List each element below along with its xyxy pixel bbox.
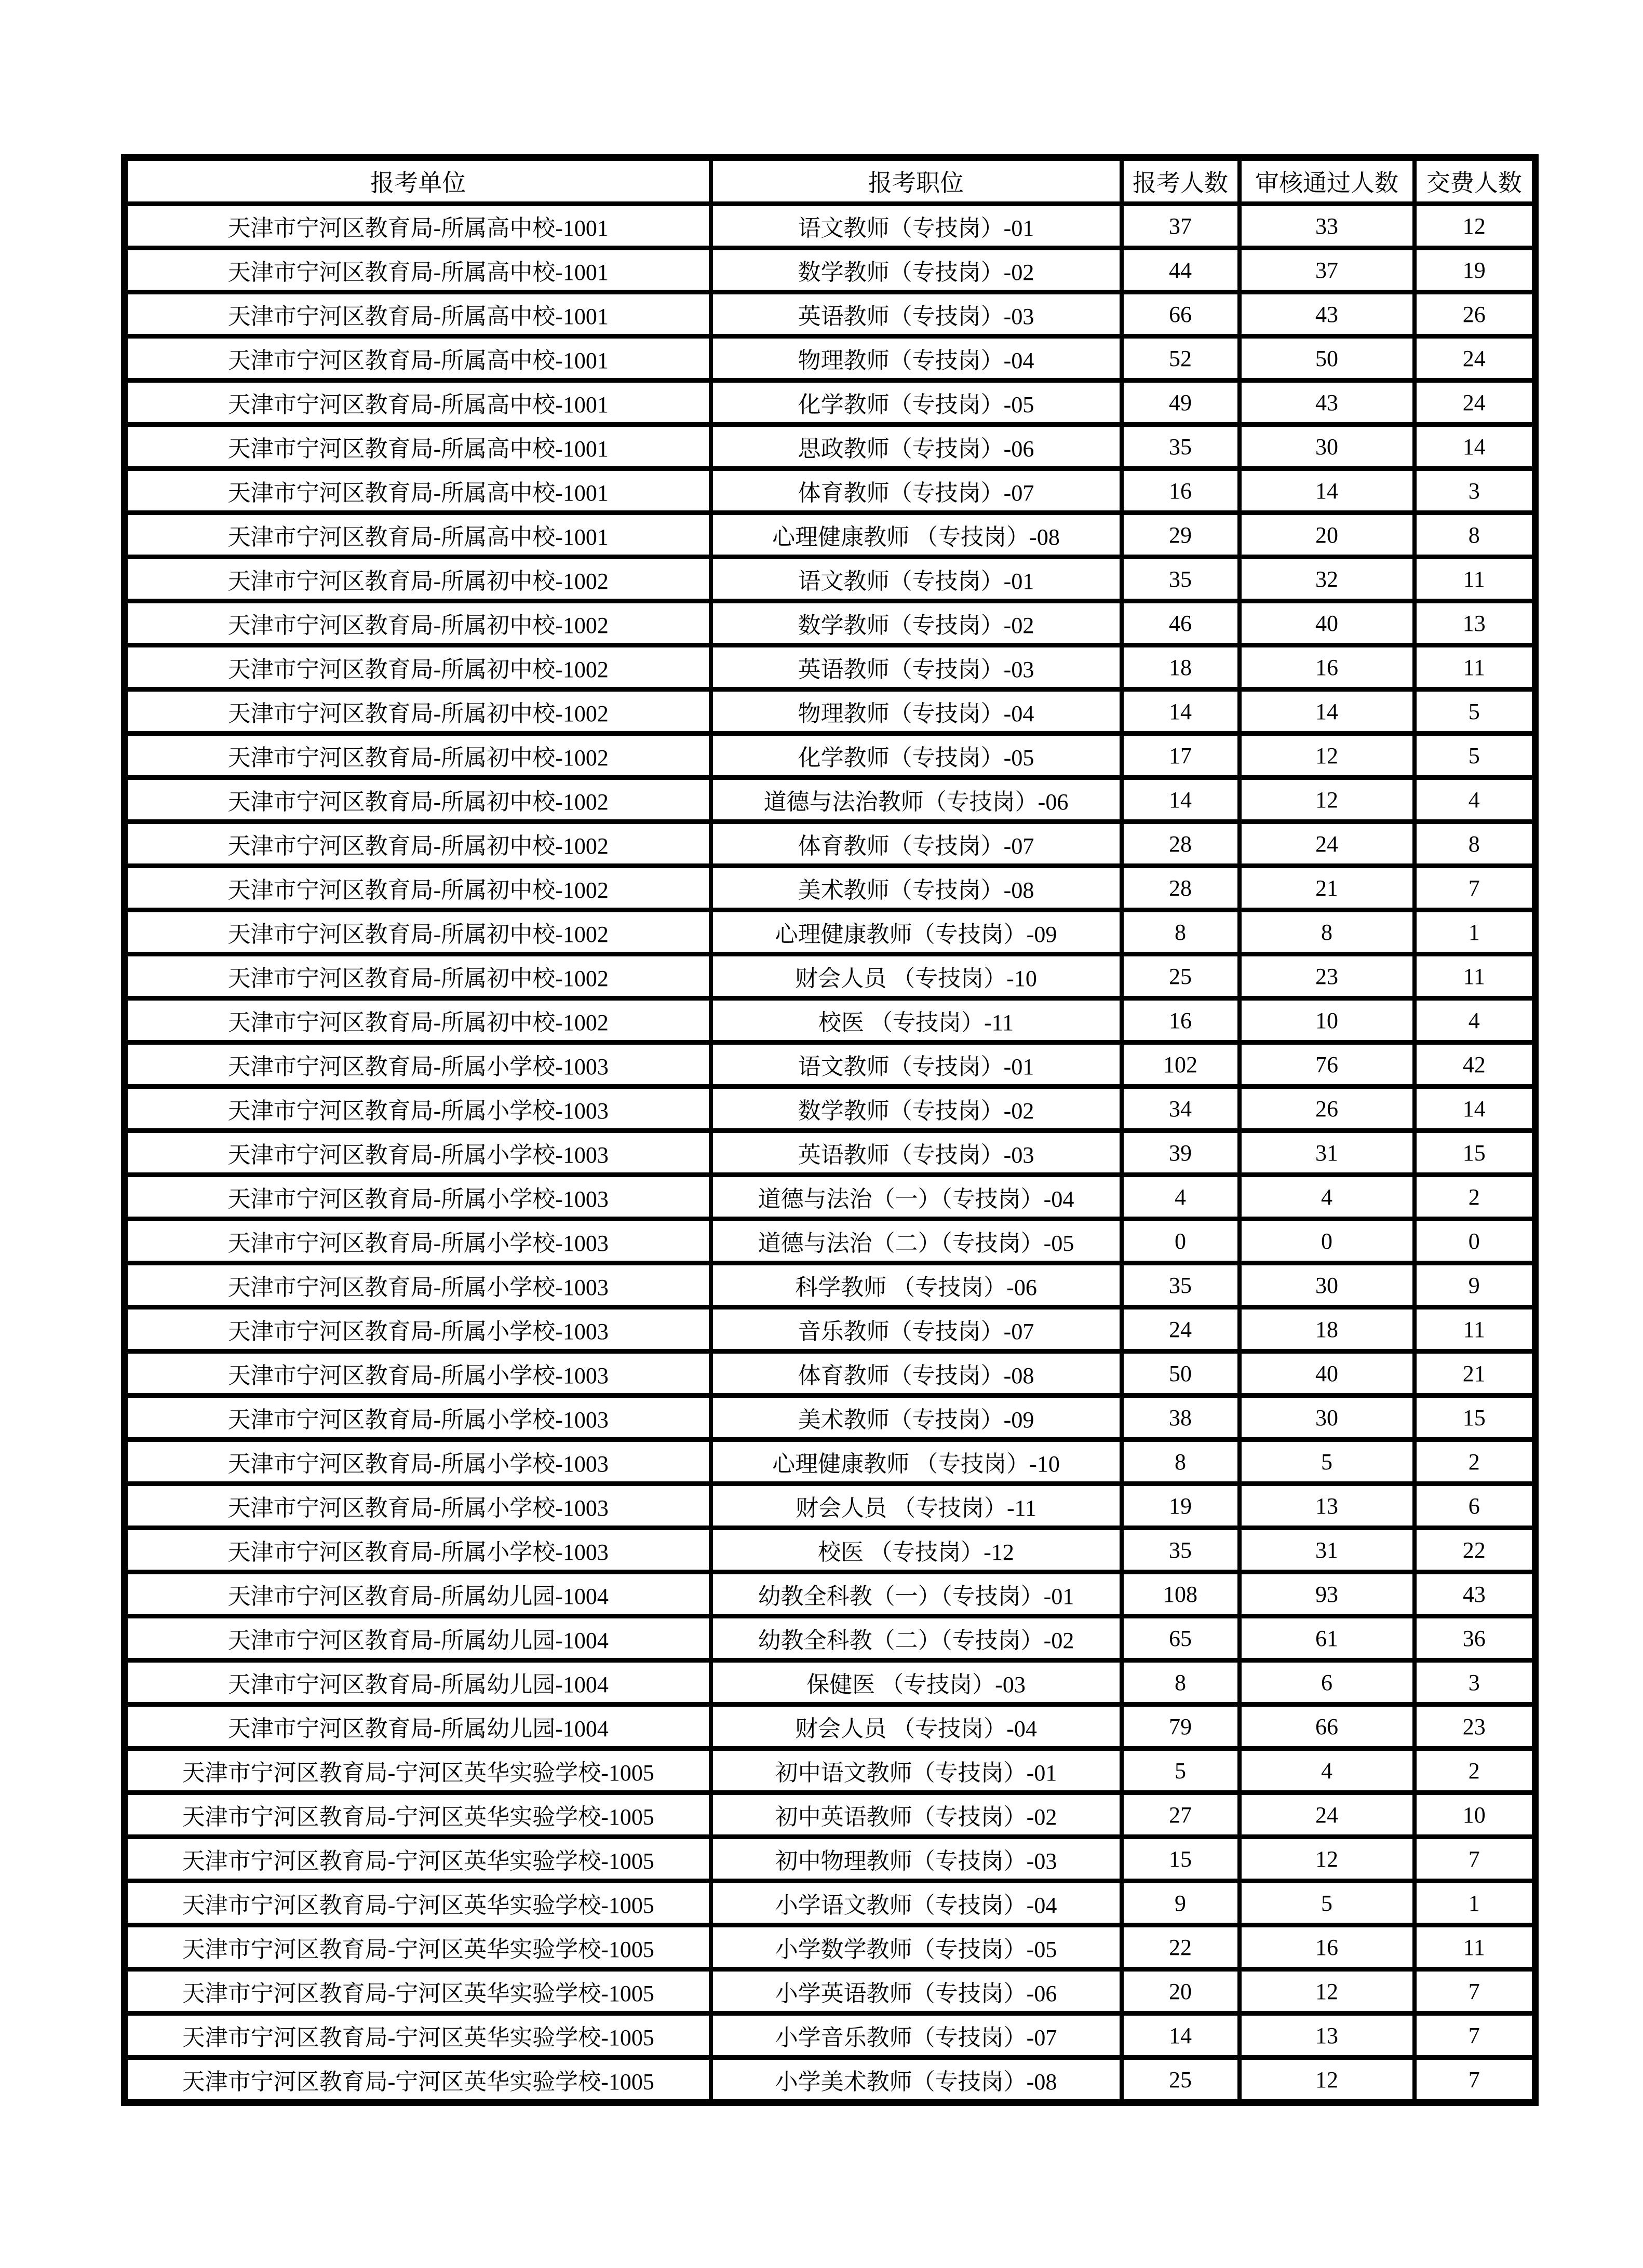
table-row bbox=[125, 1219, 1536, 1263]
table-row bbox=[125, 954, 1536, 998]
applicants-cell: 8 bbox=[1122, 1661, 1240, 1705]
table-row bbox=[125, 425, 1536, 469]
approved-cell: 21 bbox=[1240, 866, 1415, 910]
table-row bbox=[125, 1749, 1536, 1793]
unit-cell: 天津市宁河区教育局-所属高中校-1001 bbox=[125, 381, 711, 425]
approved-cell: 12 bbox=[1240, 2058, 1415, 2103]
unit-cell: 天津市宁河区教育局-所属初中校-1002 bbox=[125, 778, 711, 822]
unit-cell: 天津市宁河区教育局-宁河区英华实验学校-1005 bbox=[125, 1925, 711, 1969]
paid-cell: 24 bbox=[1415, 336, 1536, 381]
approved-cell: 18 bbox=[1240, 1307, 1415, 1352]
approved-cell: 30 bbox=[1240, 1263, 1415, 1307]
approved-cell: 31 bbox=[1240, 1528, 1415, 1572]
approved-cell: 93 bbox=[1240, 1572, 1415, 1616]
approved-cell: 24 bbox=[1240, 822, 1415, 866]
paid-cell: 5 bbox=[1415, 690, 1536, 734]
position-cell: 小学语文教师（专技岗）-04 bbox=[711, 1881, 1122, 1925]
position-cell: 语文教师（专技岗）-01 bbox=[711, 204, 1122, 248]
applicants-cell: 27 bbox=[1122, 1793, 1240, 1837]
paid-cell: 15 bbox=[1415, 1131, 1536, 1175]
approved-cell: 14 bbox=[1240, 469, 1415, 513]
position-cell: 道德与法治（一）（专技岗）-04 bbox=[711, 1175, 1122, 1219]
applicants-cell: 24 bbox=[1122, 1307, 1240, 1352]
position-cell: 物理教师（专技岗）-04 bbox=[711, 336, 1122, 381]
paid-cell: 22 bbox=[1415, 1528, 1536, 1572]
unit-cell: 天津市宁河区教育局-所属高中校-1001 bbox=[125, 336, 711, 381]
paid-cell: 7 bbox=[1415, 2014, 1536, 2058]
applicants-cell: 50 bbox=[1122, 1352, 1240, 1396]
approved-cell: 40 bbox=[1240, 1352, 1415, 1396]
table-row bbox=[125, 1307, 1536, 1352]
approved-cell: 12 bbox=[1240, 734, 1415, 778]
paid-cell: 5 bbox=[1415, 734, 1536, 778]
approved-cell: 61 bbox=[1240, 1616, 1415, 1661]
unit-cell: 天津市宁河区教育局-宁河区英华实验学校-1005 bbox=[125, 1793, 711, 1837]
position-cell: 数学教师（专技岗）-02 bbox=[711, 601, 1122, 645]
applicants-cell: 52 bbox=[1122, 336, 1240, 381]
unit-cell: 天津市宁河区教育局-所属小学校-1003 bbox=[125, 1484, 711, 1528]
approved-cell: 50 bbox=[1240, 336, 1415, 381]
approved-cell: 14 bbox=[1240, 690, 1415, 734]
applicants-cell: 4 bbox=[1122, 1175, 1240, 1219]
position-cell: 初中英语教师（专技岗）-02 bbox=[711, 1793, 1122, 1837]
position-cell: 心理健康教师（专技岗）-09 bbox=[711, 910, 1122, 954]
paid-cell: 1 bbox=[1415, 910, 1536, 954]
position-cell: 小学数学教师（专技岗）-05 bbox=[711, 1925, 1122, 1969]
position-cell: 英语教师（专技岗）-03 bbox=[711, 1131, 1122, 1175]
applicants-cell: 16 bbox=[1122, 469, 1240, 513]
position-cell: 道德与法治（二）（专技岗）-05 bbox=[711, 1219, 1122, 1263]
approved-cell: 12 bbox=[1240, 1969, 1415, 2014]
position-cell: 体育教师（专技岗）-07 bbox=[711, 469, 1122, 513]
position-cell: 数学教师（专技岗）-02 bbox=[711, 1087, 1122, 1131]
table-row bbox=[125, 690, 1536, 734]
applicants-cell: 9 bbox=[1122, 1881, 1240, 1925]
approved-cell: 16 bbox=[1240, 1925, 1415, 1969]
applicants-cell: 34 bbox=[1122, 1087, 1240, 1131]
col-header-paid: 交费人数 bbox=[1415, 158, 1536, 204]
applicants-cell: 16 bbox=[1122, 998, 1240, 1043]
unit-cell: 天津市宁河区教育局-宁河区英华实验学校-1005 bbox=[125, 2014, 711, 2058]
position-cell: 体育教师（专技岗）-07 bbox=[711, 822, 1122, 866]
applicants-cell: 5 bbox=[1122, 1749, 1240, 1793]
table-row bbox=[125, 1131, 1536, 1175]
unit-cell: 天津市宁河区教育局-所属初中校-1002 bbox=[125, 910, 711, 954]
unit-cell: 天津市宁河区教育局-宁河区英华实验学校-1005 bbox=[125, 2058, 711, 2103]
applicants-cell: 25 bbox=[1122, 2058, 1240, 2103]
paid-cell: 23 bbox=[1415, 1705, 1536, 1749]
applicants-cell: 35 bbox=[1122, 557, 1240, 601]
unit-cell: 天津市宁河区教育局-所属幼儿园-1004 bbox=[125, 1572, 711, 1616]
approved-cell: 37 bbox=[1240, 248, 1415, 292]
paid-cell: 15 bbox=[1415, 1396, 1536, 1440]
position-cell: 小学美术教师（专技岗）-08 bbox=[711, 2058, 1122, 2103]
approved-cell: 33 bbox=[1240, 204, 1415, 248]
position-cell: 数学教师（专技岗）-02 bbox=[711, 248, 1122, 292]
approved-cell: 24 bbox=[1240, 1793, 1415, 1837]
position-cell: 财会人员 （专技岗）-11 bbox=[711, 1484, 1122, 1528]
table-row bbox=[125, 1793, 1536, 1837]
table-row bbox=[125, 513, 1536, 557]
table-row bbox=[125, 822, 1536, 866]
position-cell: 心理健康教师 （专技岗）-08 bbox=[711, 513, 1122, 557]
approved-cell: 31 bbox=[1240, 1131, 1415, 1175]
unit-cell: 天津市宁河区教育局-所属小学校-1003 bbox=[125, 1440, 711, 1484]
unit-cell: 天津市宁河区教育局-所属幼儿园-1004 bbox=[125, 1661, 711, 1705]
position-cell: 音乐教师（专技岗）-07 bbox=[711, 1307, 1122, 1352]
paid-cell: 7 bbox=[1415, 2058, 1536, 2103]
table-row bbox=[125, 1440, 1536, 1484]
position-cell: 语文教师（专技岗）-01 bbox=[711, 1043, 1122, 1087]
paid-cell: 9 bbox=[1415, 1263, 1536, 1307]
paid-cell: 10 bbox=[1415, 1793, 1536, 1837]
paid-cell: 14 bbox=[1415, 425, 1536, 469]
unit-cell: 天津市宁河区教育局-所属初中校-1002 bbox=[125, 866, 711, 910]
table-row bbox=[125, 1396, 1536, 1440]
paid-cell: 11 bbox=[1415, 557, 1536, 601]
table-row bbox=[125, 910, 1536, 954]
table-row bbox=[125, 381, 1536, 425]
approved-cell: 26 bbox=[1240, 1087, 1415, 1131]
applicants-cell: 44 bbox=[1122, 248, 1240, 292]
position-cell: 初中物理教师（专技岗）-03 bbox=[711, 1837, 1122, 1881]
recruitment-stats-table bbox=[121, 154, 1539, 2106]
unit-cell: 天津市宁河区教育局-所属初中校-1002 bbox=[125, 998, 711, 1043]
position-cell: 初中语文教师（专技岗）-01 bbox=[711, 1749, 1122, 1793]
applicants-cell: 35 bbox=[1122, 1528, 1240, 1572]
unit-cell: 天津市宁河区教育局-所属小学校-1003 bbox=[125, 1528, 711, 1572]
col-header-position: 报考职位 bbox=[711, 158, 1122, 204]
table-row bbox=[125, 557, 1536, 601]
unit-cell: 天津市宁河区教育局-宁河区英华实验学校-1005 bbox=[125, 1749, 711, 1793]
applicants-cell: 39 bbox=[1122, 1131, 1240, 1175]
col-header-applicants: 报考人数 bbox=[1122, 158, 1240, 204]
table-row bbox=[125, 292, 1536, 336]
approved-cell: 76 bbox=[1240, 1043, 1415, 1087]
approved-cell: 4 bbox=[1240, 1749, 1415, 1793]
paid-cell: 24 bbox=[1415, 381, 1536, 425]
col-header-unit: 报考单位 bbox=[125, 158, 711, 204]
table-row bbox=[125, 204, 1536, 248]
applicants-cell: 79 bbox=[1122, 1705, 1240, 1749]
applicants-cell: 46 bbox=[1122, 601, 1240, 645]
position-cell: 幼教全科教（二）（专技岗）-02 bbox=[711, 1616, 1122, 1661]
table-row bbox=[125, 1263, 1536, 1307]
unit-cell: 天津市宁河区教育局-所属高中校-1001 bbox=[125, 248, 711, 292]
paid-cell: 26 bbox=[1415, 292, 1536, 336]
approved-cell: 0 bbox=[1240, 1219, 1415, 1263]
table-row bbox=[125, 1837, 1536, 1881]
applicants-cell: 37 bbox=[1122, 204, 1240, 248]
table-sheet bbox=[121, 154, 1539, 2106]
unit-cell: 天津市宁河区教育局-所属高中校-1001 bbox=[125, 469, 711, 513]
position-cell: 小学音乐教师（专技岗）-07 bbox=[711, 2014, 1122, 2058]
applicants-cell: 14 bbox=[1122, 778, 1240, 822]
approved-cell: 4 bbox=[1240, 1175, 1415, 1219]
approved-cell: 12 bbox=[1240, 1837, 1415, 1881]
approved-cell: 16 bbox=[1240, 645, 1415, 690]
table-row bbox=[125, 1881, 1536, 1925]
unit-cell: 天津市宁河区教育局-所属小学校-1003 bbox=[125, 1219, 711, 1263]
paid-cell: 2 bbox=[1415, 1440, 1536, 1484]
position-cell: 校医 （专技岗）-12 bbox=[711, 1528, 1122, 1572]
paid-cell: 0 bbox=[1415, 1219, 1536, 1263]
approved-cell: 6 bbox=[1240, 1661, 1415, 1705]
paid-cell: 7 bbox=[1415, 1969, 1536, 2014]
table-row bbox=[125, 1043, 1536, 1087]
table-row bbox=[125, 248, 1536, 292]
unit-cell: 天津市宁河区教育局-所属高中校-1001 bbox=[125, 425, 711, 469]
applicants-cell: 28 bbox=[1122, 866, 1240, 910]
approved-cell: 30 bbox=[1240, 1396, 1415, 1440]
unit-cell: 天津市宁河区教育局-宁河区英华实验学校-1005 bbox=[125, 1881, 711, 1925]
unit-cell: 天津市宁河区教育局-所属高中校-1001 bbox=[125, 204, 711, 248]
table-row bbox=[125, 1087, 1536, 1131]
unit-cell: 天津市宁河区教育局-所属幼儿园-1004 bbox=[125, 1616, 711, 1661]
applicants-cell: 0 bbox=[1122, 1219, 1240, 1263]
approved-cell: 5 bbox=[1240, 1881, 1415, 1925]
paid-cell: 6 bbox=[1415, 1484, 1536, 1528]
paid-cell: 4 bbox=[1415, 998, 1536, 1043]
unit-cell: 天津市宁河区教育局-所属小学校-1003 bbox=[125, 1175, 711, 1219]
paid-cell: 43 bbox=[1415, 1572, 1536, 1616]
applicants-cell: 65 bbox=[1122, 1616, 1240, 1661]
table-row bbox=[125, 2014, 1536, 2058]
approved-cell: 10 bbox=[1240, 998, 1415, 1043]
applicants-cell: 14 bbox=[1122, 2014, 1240, 2058]
applicants-cell: 49 bbox=[1122, 381, 1240, 425]
paid-cell: 7 bbox=[1415, 866, 1536, 910]
table-row bbox=[125, 1352, 1536, 1396]
unit-cell: 天津市宁河区教育局-所属初中校-1002 bbox=[125, 954, 711, 998]
unit-cell: 天津市宁河区教育局-所属小学校-1003 bbox=[125, 1131, 711, 1175]
unit-cell: 天津市宁河区教育局-所属幼儿园-1004 bbox=[125, 1705, 711, 1749]
position-cell: 化学教师（专技岗）-05 bbox=[711, 734, 1122, 778]
paid-cell: 13 bbox=[1415, 601, 1536, 645]
paid-cell: 1 bbox=[1415, 1881, 1536, 1925]
applicants-cell: 29 bbox=[1122, 513, 1240, 557]
table-row bbox=[125, 1705, 1536, 1749]
paid-cell: 2 bbox=[1415, 1175, 1536, 1219]
position-cell: 美术教师（专技岗）-09 bbox=[711, 1396, 1122, 1440]
applicants-cell: 8 bbox=[1122, 1440, 1240, 1484]
col-header-approved: 审核通过人数 bbox=[1240, 158, 1415, 204]
table-row bbox=[125, 1661, 1536, 1705]
paid-cell: 7 bbox=[1415, 1837, 1536, 1881]
applicants-cell: 14 bbox=[1122, 690, 1240, 734]
unit-cell: 天津市宁河区教育局-所属初中校-1002 bbox=[125, 557, 711, 601]
approved-cell: 30 bbox=[1240, 425, 1415, 469]
table-row bbox=[125, 645, 1536, 690]
approved-cell: 43 bbox=[1240, 381, 1415, 425]
paid-cell: 8 bbox=[1415, 513, 1536, 557]
paid-cell: 3 bbox=[1415, 469, 1536, 513]
position-cell: 英语教师（专技岗）-03 bbox=[711, 292, 1122, 336]
table-row bbox=[125, 1969, 1536, 2014]
paid-cell: 4 bbox=[1415, 778, 1536, 822]
unit-cell: 天津市宁河区教育局-宁河区英华实验学校-1005 bbox=[125, 1837, 711, 1881]
position-cell: 物理教师（专技岗）-04 bbox=[711, 690, 1122, 734]
applicants-cell: 28 bbox=[1122, 822, 1240, 866]
paid-cell: 21 bbox=[1415, 1352, 1536, 1396]
unit-cell: 天津市宁河区教育局-所属初中校-1002 bbox=[125, 734, 711, 778]
position-cell: 道德与法治教师（专技岗）-06 bbox=[711, 778, 1122, 822]
unit-cell: 天津市宁河区教育局-宁河区英华实验学校-1005 bbox=[125, 1969, 711, 2014]
table-row bbox=[125, 1572, 1536, 1616]
paid-cell: 3 bbox=[1415, 1661, 1536, 1705]
table-row bbox=[125, 866, 1536, 910]
applicants-cell: 20 bbox=[1122, 1969, 1240, 2014]
position-cell: 财会人员 （专技岗）-10 bbox=[711, 954, 1122, 998]
applicants-cell: 17 bbox=[1122, 734, 1240, 778]
approved-cell: 20 bbox=[1240, 513, 1415, 557]
table-row bbox=[125, 469, 1536, 513]
table-row bbox=[125, 601, 1536, 645]
position-cell: 科学教师 （专技岗）-06 bbox=[711, 1263, 1122, 1307]
position-cell: 保健医 （专技岗）-03 bbox=[711, 1661, 1122, 1705]
approved-cell: 66 bbox=[1240, 1705, 1415, 1749]
unit-cell: 天津市宁河区教育局-所属小学校-1003 bbox=[125, 1043, 711, 1087]
unit-cell: 天津市宁河区教育局-所属小学校-1003 bbox=[125, 1307, 711, 1352]
position-cell: 语文教师（专技岗）-01 bbox=[711, 557, 1122, 601]
table-row bbox=[125, 734, 1536, 778]
applicants-cell: 22 bbox=[1122, 1925, 1240, 1969]
unit-cell: 天津市宁河区教育局-所属小学校-1003 bbox=[125, 1396, 711, 1440]
table-row bbox=[125, 1484, 1536, 1528]
table-row bbox=[125, 2058, 1536, 2103]
applicants-cell: 35 bbox=[1122, 425, 1240, 469]
paid-cell: 12 bbox=[1415, 204, 1536, 248]
unit-cell: 天津市宁河区教育局-所属小学校-1003 bbox=[125, 1352, 711, 1396]
position-cell: 英语教师（专技岗）-03 bbox=[711, 645, 1122, 690]
position-cell: 小学英语教师（专技岗）-06 bbox=[711, 1969, 1122, 2014]
approved-cell: 13 bbox=[1240, 2014, 1415, 2058]
paid-cell: 11 bbox=[1415, 954, 1536, 998]
unit-cell: 天津市宁河区教育局-所属小学校-1003 bbox=[125, 1263, 711, 1307]
approved-cell: 12 bbox=[1240, 778, 1415, 822]
position-cell: 思政教师（专技岗）-06 bbox=[711, 425, 1122, 469]
applicants-cell: 18 bbox=[1122, 645, 1240, 690]
table-row bbox=[125, 1175, 1536, 1219]
position-cell: 体育教师（专技岗）-08 bbox=[711, 1352, 1122, 1396]
approved-cell: 43 bbox=[1240, 292, 1415, 336]
paid-cell: 11 bbox=[1415, 645, 1536, 690]
applicants-cell: 8 bbox=[1122, 910, 1240, 954]
unit-cell: 天津市宁河区教育局-所属初中校-1002 bbox=[125, 822, 711, 866]
approved-cell: 32 bbox=[1240, 557, 1415, 601]
table-row bbox=[125, 1528, 1536, 1572]
paid-cell: 36 bbox=[1415, 1616, 1536, 1661]
position-cell: 校医 （专技岗）-11 bbox=[711, 998, 1122, 1043]
unit-cell: 天津市宁河区教育局-所属初中校-1002 bbox=[125, 690, 711, 734]
applicants-cell: 35 bbox=[1122, 1263, 1240, 1307]
position-cell: 幼教全科教（一）（专技岗）-01 bbox=[711, 1572, 1122, 1616]
unit-cell: 天津市宁河区教育局-所属高中校-1001 bbox=[125, 513, 711, 557]
paid-cell: 11 bbox=[1415, 1307, 1536, 1352]
table-row bbox=[125, 336, 1536, 381]
table-row bbox=[125, 1925, 1536, 1969]
approved-cell: 8 bbox=[1240, 910, 1415, 954]
header-row bbox=[125, 158, 1536, 204]
paid-cell: 14 bbox=[1415, 1087, 1536, 1131]
table-row bbox=[125, 778, 1536, 822]
approved-cell: 40 bbox=[1240, 601, 1415, 645]
table-row bbox=[125, 998, 1536, 1043]
position-cell: 心理健康教师 （专技岗）-10 bbox=[711, 1440, 1122, 1484]
table-row bbox=[125, 1616, 1536, 1661]
applicants-cell: 15 bbox=[1122, 1837, 1240, 1881]
unit-cell: 天津市宁河区教育局-所属初中校-1002 bbox=[125, 601, 711, 645]
paid-cell: 42 bbox=[1415, 1043, 1536, 1087]
applicants-cell: 108 bbox=[1122, 1572, 1240, 1616]
position-cell: 化学教师（专技岗）-05 bbox=[711, 381, 1122, 425]
paid-cell: 8 bbox=[1415, 822, 1536, 866]
position-cell: 美术教师（专技岗）-08 bbox=[711, 866, 1122, 910]
paid-cell: 11 bbox=[1415, 1925, 1536, 1969]
unit-cell: 天津市宁河区教育局-所属高中校-1001 bbox=[125, 292, 711, 336]
position-cell: 财会人员 （专技岗）-04 bbox=[711, 1705, 1122, 1749]
applicants-cell: 102 bbox=[1122, 1043, 1240, 1087]
paid-cell: 19 bbox=[1415, 248, 1536, 292]
applicants-cell: 66 bbox=[1122, 292, 1240, 336]
applicants-cell: 38 bbox=[1122, 1396, 1240, 1440]
approved-cell: 23 bbox=[1240, 954, 1415, 998]
unit-cell: 天津市宁河区教育局-所属小学校-1003 bbox=[125, 1087, 711, 1131]
approved-cell: 5 bbox=[1240, 1440, 1415, 1484]
applicants-cell: 25 bbox=[1122, 954, 1240, 998]
paid-cell: 2 bbox=[1415, 1749, 1536, 1793]
unit-cell: 天津市宁河区教育局-所属初中校-1002 bbox=[125, 645, 711, 690]
approved-cell: 13 bbox=[1240, 1484, 1415, 1528]
table-body bbox=[125, 204, 1536, 2103]
applicants-cell: 19 bbox=[1122, 1484, 1240, 1528]
